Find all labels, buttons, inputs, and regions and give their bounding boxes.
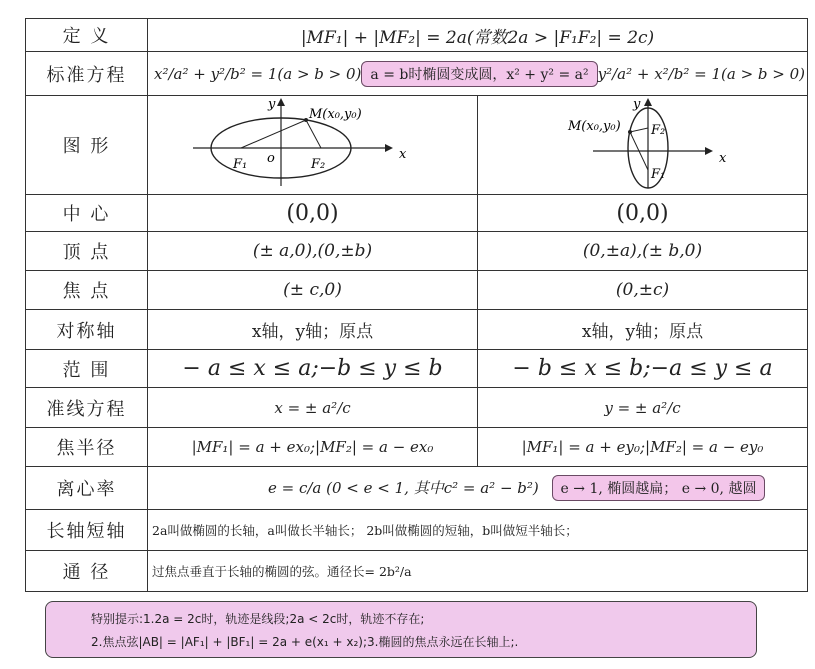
label-standard-equation: 标准方程: [26, 52, 148, 96]
row-eccentricity: [26, 467, 808, 510]
row-vertex: [26, 232, 808, 271]
focus-right: (0,±c): [615, 280, 670, 300]
ellipse-properties-table: [25, 18, 808, 592]
label-directrix: 准线方程: [26, 388, 148, 428]
definition-formula: |MF₁| + |MF₂| = 2a(常数2a > |F₁F₂| = 2c): [300, 27, 655, 48]
point-m-label: M(x₀,y₀): [567, 119, 621, 134]
label-axes: 长轴短轴: [26, 510, 148, 551]
y-axis-arrow: [644, 98, 652, 106]
x-axis-label: x: [718, 151, 726, 166]
x-axis-arrow: [705, 147, 713, 155]
segment-mf1: [241, 120, 306, 148]
label-center: 中 心: [26, 195, 148, 232]
vertical-ellipse-figure: [483, 96, 803, 190]
row-range: [26, 350, 808, 388]
focal-radius-right: |MF₁| = a + ey₀;|MF₂| = a − ey₀: [521, 438, 764, 456]
x-axis-label: x: [398, 147, 406, 162]
symmetry-right: x轴，y轴；原点: [581, 322, 704, 342]
focal-radius-left: |MF₁| = a + ex₀;|MF₂| = a − ex₀: [191, 438, 434, 456]
circle-case-badge: a = b时椭圆变成圆，x² + y² = a²: [361, 61, 597, 87]
label-symmetry: 对称轴: [26, 310, 148, 350]
row-figure: [26, 96, 808, 195]
directrix-right: y = ± a²/c: [604, 398, 681, 417]
eccentricity-badge: e → 1, 椭圆越扁； e → 0, 越圆: [552, 475, 766, 501]
range-right: − b ≤ x ≤ b;−a ≤ y ≤ a: [512, 356, 773, 381]
row-axes: [26, 510, 808, 551]
center-right: (0,0): [616, 200, 669, 226]
standard-equation-left: x²/a² + y²/b² = 1(a > b > 0): [154, 64, 362, 83]
label-definition: 定 义: [26, 19, 148, 52]
standard-equation-right: y²/a² + x²/b² = 1(a > b > 0): [597, 64, 806, 83]
focus-f1-label: F₁: [650, 167, 665, 182]
focus-f2-label: F₂: [650, 123, 665, 138]
y-axis-arrow: [277, 98, 285, 106]
tip-line-1: 特别提示:1.2a = 2c时，轨迹是线段;2a < 2c时，轨迹不存在;: [91, 612, 425, 626]
row-latus-rectum: [26, 551, 808, 592]
label-focus: 焦 点: [26, 271, 148, 310]
row-center: [26, 195, 808, 232]
segment-mf2: [630, 128, 648, 132]
label-vertex: 顶 点: [26, 232, 148, 271]
point-m-label: M(x₀,y₀): [308, 107, 362, 122]
latus-rectum-text: 过焦点垂直于长轴的椭圆的弦。通径长= 2b²/a: [152, 564, 412, 579]
horizontal-ellipse-figure: [153, 96, 473, 190]
focus-f2-label: F₂: [310, 157, 325, 172]
x-axis-arrow: [385, 144, 393, 152]
y-axis-label: y: [632, 97, 640, 112]
symmetry-left: x轴，y轴；原点: [251, 322, 374, 342]
segment-mf2: [306, 120, 321, 148]
directrix-left: x = ± a²/c: [274, 398, 351, 417]
row-definition: [26, 19, 808, 52]
focus-f1-label: F₁: [232, 157, 247, 172]
axes-text: 2a叫做椭圆的长轴，a叫做长半轴长； 2b叫做椭圆的短轴，b叫做短半轴长；: [152, 523, 578, 538]
label-figure: 图 形: [26, 96, 148, 195]
label-range: 范 围: [26, 350, 148, 388]
label-eccentricity: 离心率: [26, 467, 148, 510]
row-directrix: [26, 388, 808, 428]
eccentricity-formula: e = c/a (0 < e < 1, 其中c² = a² − b²): [268, 479, 539, 497]
y-axis-label: y: [267, 97, 275, 112]
label-focal-radius: 焦半径: [26, 428, 148, 467]
row-focal-radius: [26, 428, 808, 467]
center-left: (0,0): [286, 200, 339, 226]
tip-line-2: 2.焦点弦|AB| = |AF₁| + |BF₁| = 2a + e(x₁ + x₂);3.椭圆的焦点永远在长轴上;.: [91, 635, 519, 649]
label-latus-rectum: 通 径: [26, 551, 148, 592]
special-tips-box: [45, 601, 757, 658]
range-left: − a ≤ x ≤ a;−b ≤ y ≤ b: [182, 356, 443, 381]
vertex-right: (0,±a),(± b,0): [582, 241, 703, 261]
row-standard-equation: [26, 52, 808, 96]
focus-left: (± c,0): [283, 280, 342, 300]
row-symmetry: [26, 310, 808, 350]
origin-label: o: [266, 151, 275, 166]
row-focus: [26, 271, 808, 310]
vertex-left: (± a,0),(0,±b): [252, 241, 373, 261]
